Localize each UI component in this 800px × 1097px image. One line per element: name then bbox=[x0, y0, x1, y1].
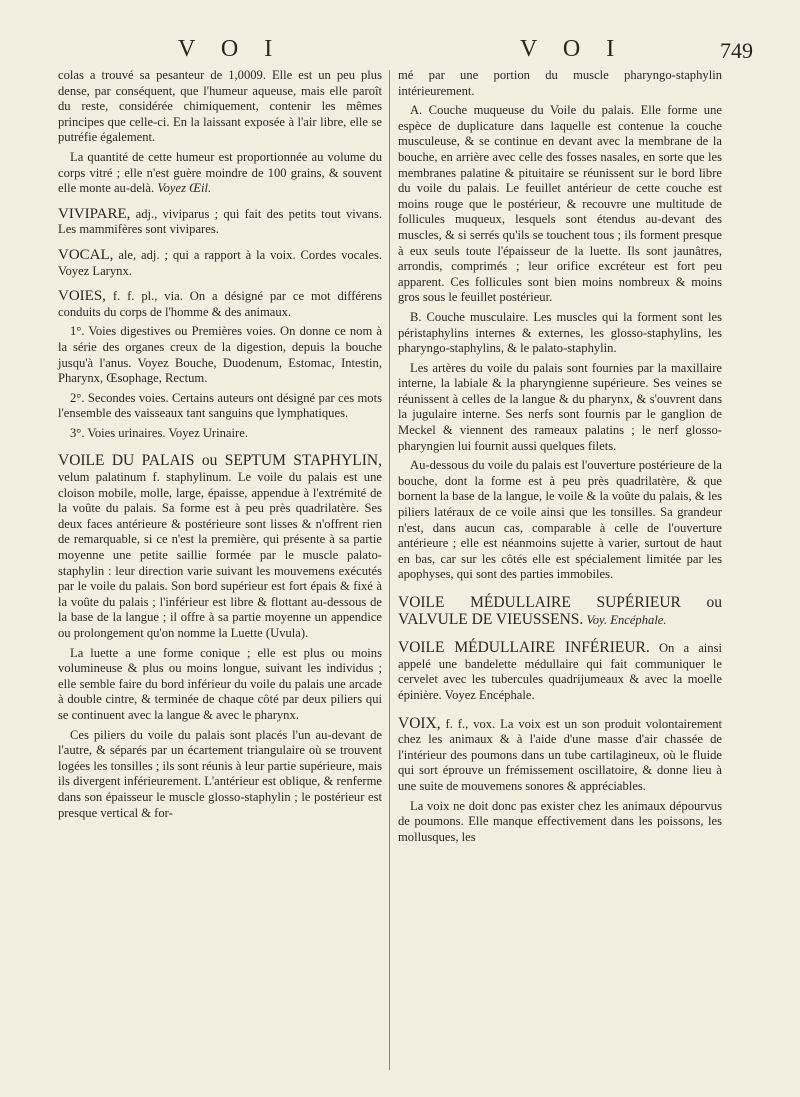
entry-text: velum palatinum f. staphylinum. Le voile du palais est une cloison mobile, molle, large, épaisse, appendue à l'extrémité de la voûte du palais. Sa forme est à peu près quadrilatère. Ses deux faces antérieure & postérieure sont lisses & n'offrent rien de remarquable, si ce n'est la première, qui présente à sa partie moyenne une petite saillie formée par le muscle palato-staphylin : leur direction varie suivant les mouvemens exécutés par le voile du palais. Son bord supérieur est fort épais & fixé à la voûte du palais ; l'inférieur est libre & flottant au-dessous de la base de la langue ; il offre à sa partie moyenne un appendice ou prolongement qu'on nomme la Luette (Uvula). bbox=[58, 470, 382, 640]
headword: VIVIPARE, bbox=[58, 205, 131, 222]
entry-voile-medullaire-superieur bbox=[398, 595, 722, 628]
paragraph: B. Couche musculaire. Les muscles qui la forment sont les péristaphylins internes & externes, les glosso-staphylins, les pharyngo-staphylins, & le palato-staphylin. bbox=[398, 309, 722, 356]
paragraph-text: La quantité de cette humeur est proportionnée au volume du corps vitré ; elle n'est guère moindre de 100 grains, & souvent elle monte au-delà. bbox=[58, 149, 382, 196]
entry-text: f. f. pl., via. On a désigné par ce mot différens conduits du corps de l'homme & des animaux. bbox=[58, 289, 382, 319]
headword: VOILE MÉDULLAIRE SUPÉRIEUR ou VALVULE DE VIEUSSENS. bbox=[398, 594, 722, 628]
headword: VOILE DU PALAIS ou SEPTUM STAPHYLIN, bbox=[58, 452, 382, 470]
paragraph: 2°. Secondes voies. Certains auteurs ont désigné par ces mots l'ensemble des vaisseaux tant sanguins que lymphatiques. bbox=[58, 390, 382, 421]
entry-vocal bbox=[58, 248, 382, 279]
paragraph: 1°. Voies digestives ou Premières voies. On donne ce nom à la série des organes creux de la digestion, depuis la bouche jusqu'à l'anus. Voyez Bouche, Duodenum, Estomac, Intestin, Pharynx, Œsophage, Rectum. bbox=[58, 324, 382, 386]
headword: VOILE MÉDULLAIRE INFÉRIEUR. bbox=[398, 639, 650, 657]
entry-voix bbox=[398, 716, 722, 795]
page-number: 749 bbox=[720, 38, 753, 63]
paragraph: A. Couche muqueuse du Voile du palais. Elle forme une espèce de duplicature dans laquelle est contenue la couche musculeuse, & se continue en devant avec la membrane de la bouche, en arrière avec celle des fosses nasales, en sorte que les membranes palatine & pituitaire se réunissent sur le bord libre du voile du palais. Le feuillet antérieur de cette couche est moins rouge que le postérieur, & recouvre une multitude de follicules muqueux, lesquels sont étendus au-devant des muscles, & si serrés qu'ils se touchent tous ; ils forment presque à eux seuls toute l'épaisseur de la luette. Ils sont jaunâtres, arrondis, comprimés ; leur orifice excréteur est fort peu apparent. Ces follicules sont bien moins nombreux & moins gros sous le feuillet postérieur. bbox=[398, 103, 722, 305]
paragraph: Les artères du voile du palais sont fournies par la maxillaire interne, la labiale & la pharyngienne supérieure. Ses veines se réunissent à celles de la langue & du pharynx, & s'ouvrent dans la jugulaire interne. Ses nerfs sont fournis par le ganglion de Meckel & viennent des rameaux palatins ; le nerf glosso-pharyngien lui fournit aussi quelques filets. bbox=[398, 360, 722, 453]
paragraph: Ces piliers du voile du palais sont placés l'un au-devant de l'autre, & séparés par un écartement triangulaire où se trouvent logées les tonsilles ; ils sont réunis à leur partie supérieure, mais ils divergent inférieurement. L'antérieur est oblique, & renferme dans son épaisseur le muscle glosso-staphylin ; le postérieur est presque vertical & for- bbox=[58, 727, 382, 820]
paragraph: 3°. Voies urinaires. Voyez Urinaire. bbox=[70, 425, 248, 440]
page-header bbox=[0, 36, 800, 66]
headword: VOCAL, bbox=[58, 246, 114, 263]
running-head-left: V O I bbox=[178, 36, 283, 62]
entry-text: ale, adj. ; qui a rapport à la voix. Cordes vocales. Voyez Larynx. bbox=[58, 247, 382, 278]
right-column bbox=[398, 68, 722, 849]
entry-vivipare bbox=[58, 207, 382, 238]
paragraph: mé par une portion du muscle pharyngo-staphylin intérieurement. bbox=[398, 68, 722, 98]
paragraph bbox=[58, 150, 382, 197]
running-head-right: V O I bbox=[520, 36, 625, 62]
entry-voies bbox=[58, 289, 382, 320]
left-column bbox=[58, 68, 382, 825]
entry-text: On a ainsi appelé une bandelette médullaire qui fait communiquer le cervelet avec les tubercules quadrijumeaux & avec la moelle épinière. Voyez Encéphale. bbox=[398, 641, 722, 702]
headword: VOIX, bbox=[398, 714, 441, 732]
paragraph: Au-dessous du voile du palais est l'ouverture postérieure de la bouche, dont la forme est à peu près quadrilatère, & que bornent la base de la langue, le voile & la voûte du palais, & les piliers latéraux de ce voile ainsi que les tonsilles. Sa grandeur n'est, dans aucun cas, comparable à celle de l'ouverture antérieure ; elle est néanmoins sujette à varier, surtout de haut en bas, car sur les côtés elle est spécialement limitée par les apophyses, qui sont des parties immobiles. bbox=[398, 458, 722, 582]
entry-voile-medullaire-inferieur bbox=[398, 640, 722, 703]
entry-text: adj., viviparus ; qui fait des petits tout vivans. Les mammifères sont vivipares. bbox=[58, 206, 382, 237]
cross-reference: Voy. Encéphale. bbox=[586, 612, 667, 627]
headword: VOIES, bbox=[58, 288, 106, 305]
paragraph: La voix ne doit donc pas exister chez les animaux dépourvus de poumons. Elle manque effectivement dans les poissons, les mollusques, les bbox=[398, 798, 722, 844]
paragraph: La luette a une forme conique ; elle est plus ou moins volumineuse & plus ou moins longue, suivant les individus ; elle semble faire du bord inférieur du voile du palais une arcade à double cintre, & terminée de chaque côté par deux piliers qui se continuent avec la langue & avec le pharynx. bbox=[58, 645, 382, 722]
entry-voile-du-palais bbox=[58, 453, 382, 641]
paragraph: colas a trouvé sa pesanteur de 1,0009. Elle est un peu plus dense, par conséquent, que l'humeur aqueuse, mais elle paroît du reste, considérée chimiquement, contenir les mêmes principes que celle-ci. En la laissant exposée à l'air libre, elle se putréfie également. bbox=[58, 68, 382, 145]
entry-text: f. f., vox. La voix est un son produit volontairement chez les animaux & à l'aide d'une masse d'air chassée de l'intérieur des poumons dans un tube cartilagineux, où le fluide qui sort éprouve un frémissement oscillatoire, & donne lieu à une suite de mouvemens sonores & appréciables. bbox=[398, 716, 722, 793]
cross-reference: Voyez Œil. bbox=[157, 181, 212, 196]
column-rule bbox=[389, 70, 390, 1070]
